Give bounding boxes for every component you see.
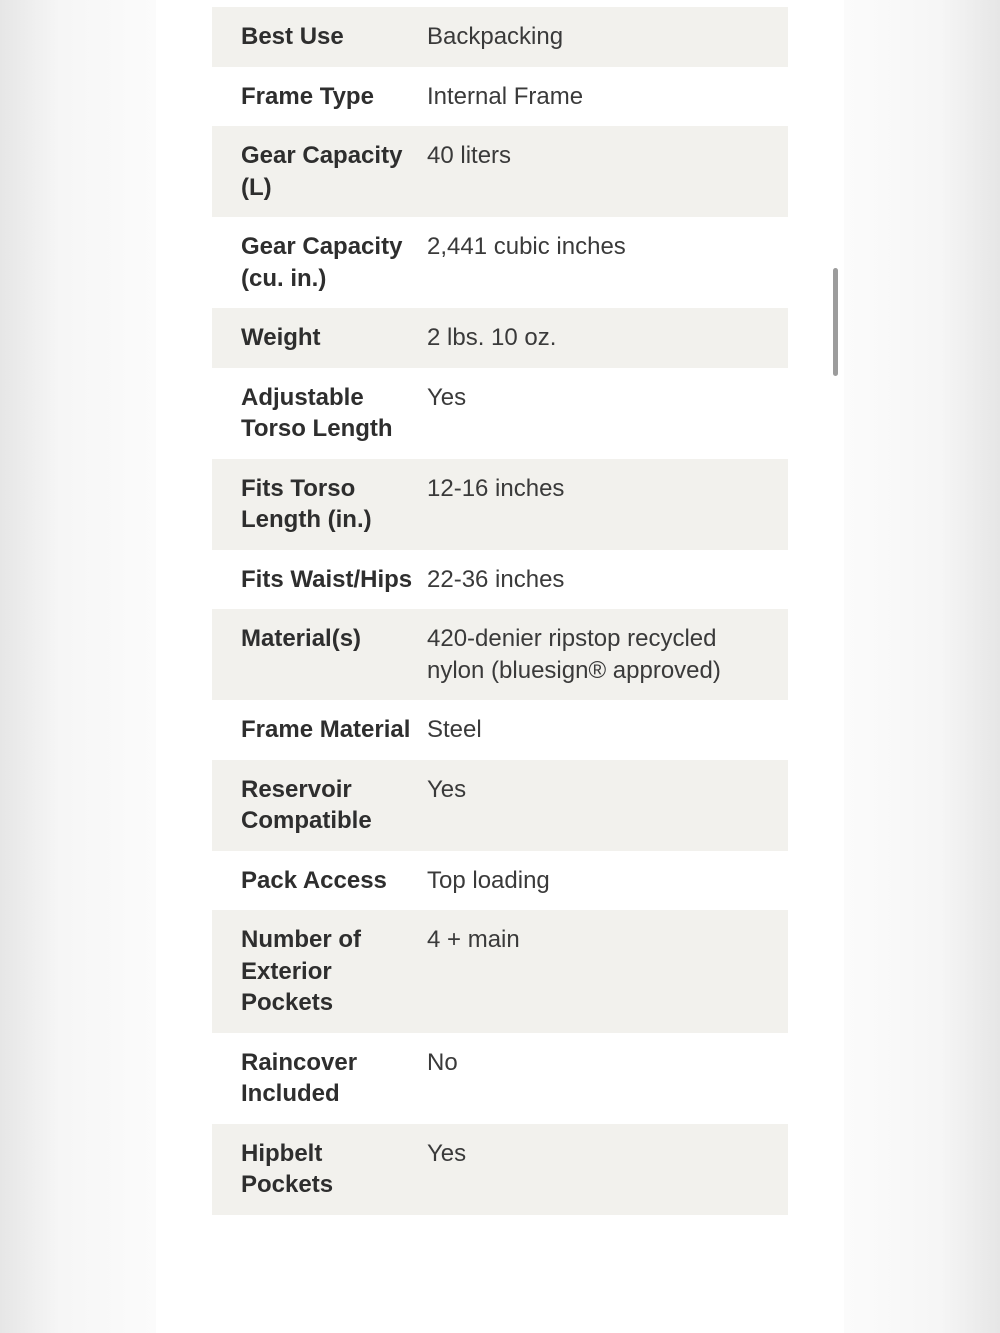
spec-row-frame-type — [212, 67, 788, 127]
spec-row-weight — [212, 308, 788, 368]
spec-value: Yes — [427, 383, 467, 411]
spec-value: 4 + main — [427, 926, 520, 953]
spec-row-fits-waist-hips — [212, 550, 788, 610]
spec-label: Fits Torso Length (in.) — [241, 474, 372, 533]
spec-value: 2,441 cubic inches — [427, 233, 626, 260]
spec-value: No — [427, 1048, 458, 1076]
spec-label: Hipbelt Pockets — [241, 1139, 334, 1198]
spec-label: Reservoir Compatible — [241, 775, 372, 834]
spec-label: Material(s) — [241, 625, 362, 652]
spec-value: Yes — [427, 1139, 467, 1167]
spec-row-hipbelt-pockets — [212, 1124, 788, 1215]
spec-value: Steel — [427, 716, 482, 743]
spec-value: 22-36 inches — [427, 565, 565, 593]
spec-value: 420-denier ripstop recycled nylon (bluesign® approved) — [427, 625, 721, 684]
spec-label: Best Use — [241, 23, 344, 50]
spec-row-raincover-included — [212, 1033, 788, 1124]
scrollbar-thumb[interactable] — [833, 268, 838, 376]
spec-row-frame-material — [212, 700, 788, 760]
spec-label: Gear Capacity (cu. in.) — [241, 233, 403, 292]
spec-label: Fits Waist/Hips — [241, 565, 413, 593]
spec-row-gear-capacity-cu-in — [212, 217, 788, 308]
spec-label: Number of Exterior Pockets — [241, 926, 361, 1016]
page-content — [156, 0, 844, 1333]
spec-value: Backpacking — [427, 23, 564, 50]
spec-value: Internal Frame — [427, 82, 584, 110]
spec-value: 12-16 inches — [427, 474, 565, 502]
specs-table — [212, 7, 788, 1215]
spec-label: Gear Capacity (L) — [241, 142, 403, 201]
spec-label: Frame Type — [241, 82, 374, 110]
spec-value: Yes — [427, 775, 467, 803]
spec-row-best-use — [212, 7, 788, 67]
spec-row-adjustable-torso-length — [212, 368, 788, 459]
spec-row-reservoir-compatible — [212, 760, 788, 851]
spec-label: Weight — [241, 324, 321, 351]
spec-row-fits-torso-length — [212, 459, 788, 550]
spec-value: 2 lbs. 10 oz. — [427, 324, 557, 351]
spec-value: Top loading — [427, 866, 550, 894]
spec-label: Adjustable Torso Length — [241, 383, 393, 442]
spec-row-gear-capacity-l — [212, 126, 788, 217]
scrollbar[interactable] — [832, 0, 840, 1333]
spec-label: Frame Material — [241, 716, 411, 743]
spec-row-pack-access — [212, 851, 788, 911]
spec-label: Pack Access — [241, 866, 387, 894]
spec-row-exterior-pockets — [212, 910, 788, 1033]
spec-label: Raincover Included — [241, 1048, 358, 1107]
spec-value: 40 liters — [427, 142, 512, 169]
spec-row-materials — [212, 609, 788, 700]
